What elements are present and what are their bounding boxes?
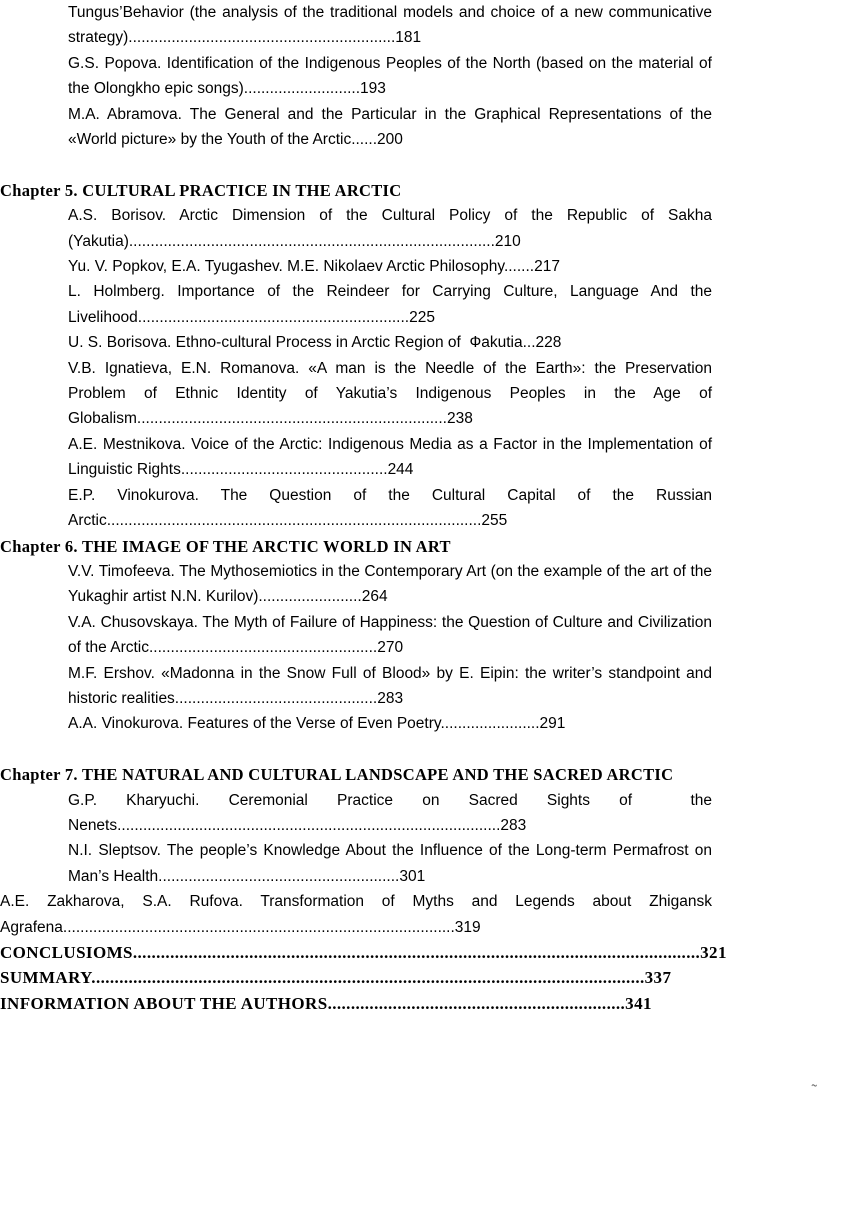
toc-entry: N.I. Sleptsov. The people’s Knowledge About the Influence of the Long-term Permafrost on Man’s Health........................................................301 [68, 842, 717, 885]
chapter-heading-5: Chapter 5. CULTURAL PRACTICE IN THE ARCTIC [0, 180, 402, 200]
toc-entry: G.S. Popova. Identification of the Indigenous Peoples of the North (based on the material of the Olongkho epic songs)...........................193 [68, 54, 717, 98]
toc-entry: E.P. Vinokurova. The Question of the Cultural Capital of the Russian Arctic.......................................................................................255 [68, 486, 721, 530]
back-matter-conclusions: CONCLUSIOMS..........................................................................................................................321 [0, 943, 727, 962]
toc-entry: A.A. Vinokurova. Features of the Verse of Even Poetry.......................291 [68, 715, 566, 733]
chapter-heading-6: Chapter 6. THE IMAGE OF THE ARCTIC WORLD IN ART [0, 536, 451, 556]
toc-entry: Tungus’Behavior (the analysis of the traditional models and choice of a new communicative strategy)..............................................................181 [68, 4, 717, 47]
toc-entry: V.B. Ignatieva, E.N. Romanova. «A man is the Needle of the Earth»: the Preservation Problem of Ethnic Identity of Yakutia’s Indigenous Peoples in the Age of Globalism........................................................................238 [68, 359, 717, 428]
page-corner-mark: ˜ [809, 1081, 818, 1100]
back-matter-authors: INFORMATION ABOUT THE AUTHORS................................................................341 [0, 993, 652, 1013]
toc-entry: Yu. V. Popkov, E.A. Tyugashev. M.E. Nikolaev Arctic Philosophy.......217 [68, 258, 560, 276]
back-matter-summary: SUMMARY.......................................................................................................................337 [0, 968, 672, 988]
toc-entry: L. Holmberg. Importance of the Reindeer for Carrying Culture, Language And the Livelihood...............................................................225 [68, 283, 717, 326]
toc-entry: M.F. Ershov. «Madonna in the Snow Full of Blood» by E. Eipin: the writer’s standpoint and historic realities...............................................283 [68, 664, 717, 707]
toc-entry: A.S. Borisov. Arctic Dimension of the Cultural Policy of the Republic of Sakha (Yakutia).....................................................................................210 [68, 207, 717, 250]
toc-entry: M.A. Abramova. The General and the Particular in the Graphical Representations of the «World picture» by the Youth of the Arctic......200 [68, 105, 717, 149]
toc-entry: A.E. Zakharova, S.A. Rufova. Transformation of Myths and Legends about Zhigansk Agrafena...........................................................................................319 [0, 893, 716, 936]
toc-entry: A.E. Mestnikova. Voice of the Arctic: Indigenous Media as a Factor in the Implementation of Linguistic Rights................................................244 [68, 435, 717, 479]
toc-entry: V.V. Timofeeva. The Mythosemiotics in the Contemporary Art (on the example of the art of the Yukaghir artist N.N. Kurilov)........................264 [68, 562, 717, 606]
section-spacer [0, 737, 712, 762]
toc-entry: U. S. Borisova. Ethno-cultural Process in Arctic Region of Фakutia...228 [68, 334, 562, 352]
chapter-heading-7: Chapter 7. THE NATURAL AND CULTURAL LANDSCAPE AND THE SACRED ARCTIC [0, 765, 674, 785]
toc-entry: V.A. Chusovskaya. The Myth of Failure of Happiness: the Question of Culture and Civilization of the Arctic.....................................................270 [68, 613, 717, 657]
toc-entry: G.P. Kharyuchi. Ceremonial Practice on Sacred Sights of the Nenets.........................................................................................283 [68, 791, 717, 834]
section-spacer [0, 152, 712, 177]
